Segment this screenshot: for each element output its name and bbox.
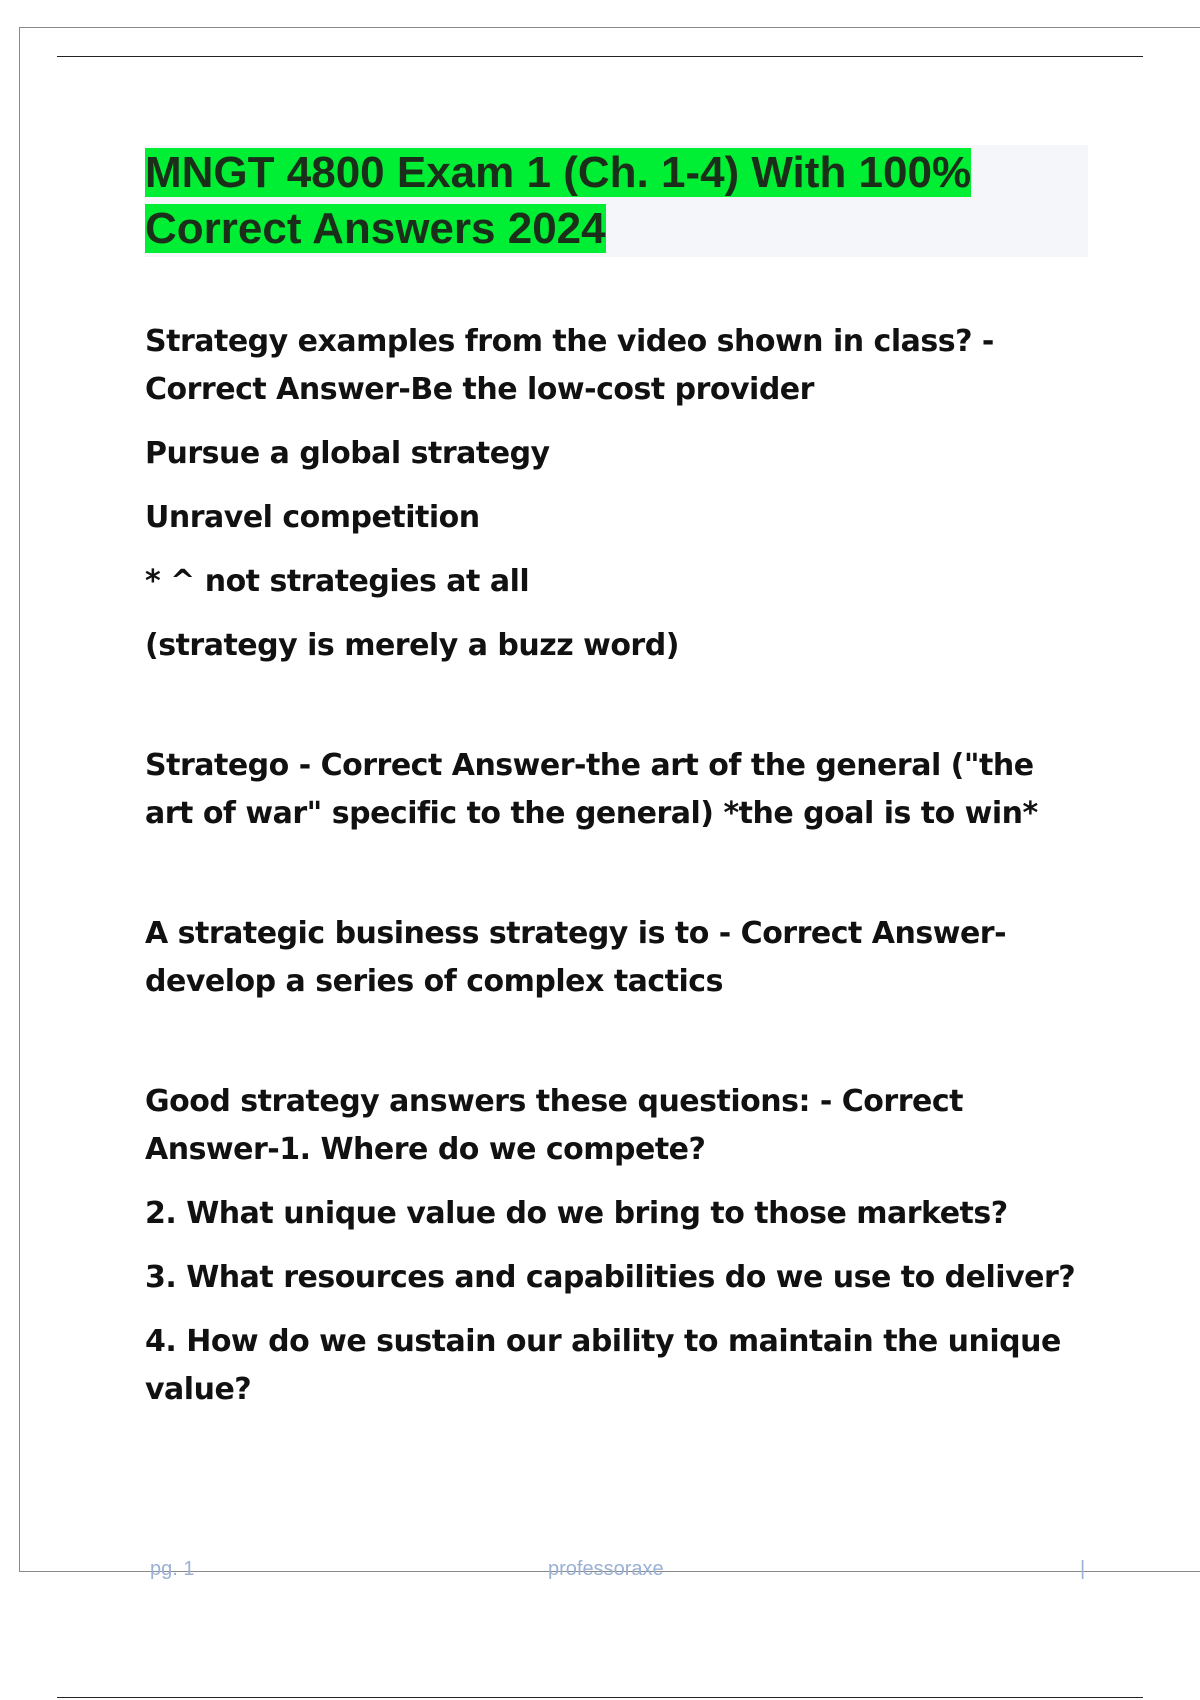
answer-line: 3. What resources and capabilities do we use to deliver? (145, 1260, 1076, 1295)
qa-question-answer: Strategy examples from the video shown in class? - Correct Answer-Be the low-cost provider (145, 324, 994, 407)
title-highlight: MNGT 4800 Exam 1 (Ch. 1-4) With 100% Correct Answers 2024 (145, 148, 972, 253)
qa-question-answer: Good strategy answers these questions: - Correct Answer-1. Where do we compete? (145, 1084, 963, 1167)
qa-entry (145, 742, 1080, 838)
page-footer (0, 1558, 1200, 1588)
qa-question-answer: A strategic business strategy is to - Correct Answer-develop a series of complex tactics (145, 916, 1007, 999)
header-rule (57, 56, 1143, 57)
page-number: pg. 1 (150, 1558, 195, 1580)
bottom-rule (57, 1697, 1143, 1698)
document-content (145, 318, 1080, 1414)
answer-line: Pursue a global strategy (145, 436, 550, 471)
answer-line: 4. How do we sustain our ability to maintain the unique value? (145, 1324, 1061, 1407)
qa-entry (145, 1078, 1080, 1414)
footer-brand: professoraxe (548, 1558, 664, 1580)
answer-line: 2. What unique value do we bring to those markets? (145, 1196, 1008, 1231)
document-title (145, 145, 1088, 257)
title-block (145, 145, 1088, 257)
answer-line: (strategy is merely a buzz word) (145, 628, 679, 663)
footer-separator: | (1080, 1558, 1086, 1580)
qa-question-answer: Stratego - Correct Answer-the art of the general ("the art of war" specific to the general) *the goal is to win* (145, 748, 1038, 831)
answer-line: * ^ not strategies at all (145, 564, 530, 599)
qa-entry (145, 318, 1080, 670)
qa-entry (145, 910, 1080, 1006)
answer-line: Unravel competition (145, 500, 480, 535)
